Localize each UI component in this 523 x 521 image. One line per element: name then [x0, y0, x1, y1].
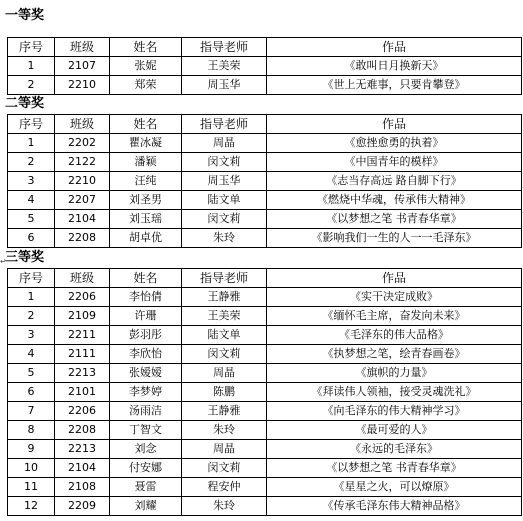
column-header-teacher: 指导老师: [182, 269, 267, 288]
cell-work: 《星星之火，可以燎原》: [267, 478, 522, 497]
cell-class: 2211: [55, 326, 110, 345]
table-header-row: [8, 38, 522, 57]
column-header-teacher: 指导老师: [182, 38, 267, 57]
table-row: [8, 57, 522, 76]
table-row: [8, 383, 522, 402]
cell-work: 《拜读伟人领袖，接受灵魂洗礼》: [267, 383, 522, 402]
cell-index: 5: [8, 210, 55, 229]
cell-name: 刘圣男: [110, 191, 182, 210]
cell-name: 潘颖: [110, 153, 182, 172]
cell-name: 聂雷: [110, 478, 182, 497]
cell-index: 1: [8, 57, 55, 76]
table-row: [8, 440, 522, 459]
cell-name: 汪纯: [110, 172, 182, 191]
cell-name: 付安娜: [110, 459, 182, 478]
cell-index: 1: [8, 288, 55, 307]
cell-work: 《燃烧中华魂，传承伟大精神》: [267, 191, 522, 210]
table-anchor-marker: ↵: [0, 257, 7, 266]
cell-name: 刘念: [110, 440, 182, 459]
cell-name: 丁智文: [110, 421, 182, 440]
cell-work: 《世上无难事，只要肯攀登》: [267, 76, 522, 95]
section-title-first-prize: 一等奖: [5, 8, 45, 23]
cell-work: 《敢叫日月换新天》: [267, 57, 522, 76]
column-header-index: 序号: [8, 115, 55, 134]
cell-index: 3: [8, 326, 55, 345]
column-header-name: 姓名: [110, 115, 182, 134]
cell-teacher: 王美荣: [182, 57, 267, 76]
column-header-work: 作品: [267, 269, 522, 288]
column-header-work: 作品: [267, 115, 522, 134]
column-header-teacher: 指导老师: [182, 115, 267, 134]
column-header-name: 姓名: [110, 269, 182, 288]
cell-teacher: 王静雅: [182, 288, 267, 307]
cell-name: 张妮: [110, 57, 182, 76]
cell-index: 4: [8, 345, 55, 364]
cell-class: 2206: [55, 288, 110, 307]
cell-index: 6: [8, 229, 55, 248]
table-row: [8, 134, 522, 153]
table-row: [8, 229, 522, 248]
cell-index: 8: [8, 421, 55, 440]
cell-class: 2213: [55, 364, 110, 383]
column-header-index: 序号: [8, 38, 55, 57]
table-row: [8, 459, 522, 478]
column-header-class: 班级: [55, 269, 110, 288]
cell-index: 5: [8, 364, 55, 383]
table-row: [8, 288, 522, 307]
column-header-index: 序号: [8, 269, 55, 288]
table-row: [8, 210, 522, 229]
cell-index: 1: [8, 134, 55, 153]
cell-work: 《志当存高远 路自脚下行》: [267, 172, 522, 191]
cell-teacher: 朱玲: [182, 497, 267, 516]
table-row: [8, 497, 522, 516]
cell-name: 许珊: [110, 307, 182, 326]
third-prize-table: [7, 268, 522, 516]
cell-class: 2208: [55, 421, 110, 440]
cell-class: 2209: [55, 497, 110, 516]
table-header-row: [8, 269, 522, 288]
cell-index: 2: [8, 153, 55, 172]
table-row: [8, 307, 522, 326]
cell-work: 《传承毛泽东伟大精神品格》: [267, 497, 522, 516]
cell-teacher: 周晶: [182, 134, 267, 153]
cell-work: 《缅怀毛主席，奋发向未来》: [267, 307, 522, 326]
cell-index: 6: [8, 383, 55, 402]
cell-teacher: 闵文莉: [182, 210, 267, 229]
cell-teacher: 陈鹏: [182, 383, 267, 402]
cell-index: 10: [8, 459, 55, 478]
cell-teacher: 陆文单: [182, 326, 267, 345]
column-header-work: 作品: [267, 38, 522, 57]
second-prize-table: [7, 114, 522, 248]
cell-work: 《永远的毛泽东》: [267, 440, 522, 459]
cell-work: 《愈挫愈勇的执着》: [267, 134, 522, 153]
cell-name: 张嫒嫒: [110, 364, 182, 383]
cell-class: 2107: [55, 57, 110, 76]
column-header-name: 姓名: [110, 38, 182, 57]
cell-teacher: 闵文莉: [182, 153, 267, 172]
cell-index: 4: [8, 191, 55, 210]
table-row: [8, 172, 522, 191]
cell-teacher: 陆文单: [182, 191, 267, 210]
cell-class: 2122: [55, 153, 110, 172]
cell-work: 《以梦想之笔 书青春华章》: [267, 459, 522, 478]
cell-teacher: 周晶: [182, 364, 267, 383]
cell-work: 《执梦想之笔，绘青春画卷》: [267, 345, 522, 364]
table-row: [8, 345, 522, 364]
cell-work: 《最可爱的人》: [267, 421, 522, 440]
cell-teacher: 王美荣: [182, 307, 267, 326]
section-title-second-prize: 二等奖: [5, 96, 45, 111]
cell-teacher: 朱玲: [182, 421, 267, 440]
cell-name: 汤雨洁: [110, 402, 182, 421]
cell-name: 瞿冰凝: [110, 134, 182, 153]
cell-index: 2: [8, 307, 55, 326]
cell-class: 2104: [55, 459, 110, 478]
cell-class: 2208: [55, 229, 110, 248]
cell-name: 彭羽彤: [110, 326, 182, 345]
cell-class: 2202: [55, 134, 110, 153]
cell-work: 《旗帜的力量》: [267, 364, 522, 383]
cell-name: 李怡倩: [110, 288, 182, 307]
table-row: [8, 153, 522, 172]
cell-work: 《实干决定成败》: [267, 288, 522, 307]
table-row: [8, 421, 522, 440]
cell-work: 《向毛泽东的伟大精神学习》: [267, 402, 522, 421]
cell-index: 9: [8, 440, 55, 459]
cell-class: 2207: [55, 191, 110, 210]
cell-index: 12: [8, 497, 55, 516]
column-header-class: 班级: [55, 115, 110, 134]
first-prize-table: [7, 37, 522, 95]
cell-name: 刘耀: [110, 497, 182, 516]
cell-teacher: 朱玲: [182, 229, 267, 248]
cell-work: 《中国青年的模样》: [267, 153, 522, 172]
cell-teacher: 程安仲: [182, 478, 267, 497]
cell-work: 《以梦想之笔 书青春华章》: [267, 210, 522, 229]
table-row: [8, 402, 522, 421]
table-row: [8, 478, 522, 497]
cell-teacher: 闵文莉: [182, 459, 267, 478]
cell-index: 7: [8, 402, 55, 421]
cell-work: 《毛泽东的伟大品格》: [267, 326, 522, 345]
table-row: [8, 76, 522, 95]
cell-work: 《影响我们一生的人一一毛泽东》: [267, 229, 522, 248]
cell-class: 2109: [55, 307, 110, 326]
cell-class: 2213: [55, 440, 110, 459]
cell-name: 李梦婷: [110, 383, 182, 402]
cell-class: 2210: [55, 76, 110, 95]
cell-teacher: 周玉华: [182, 76, 267, 95]
cell-name: 李欣怡: [110, 345, 182, 364]
cell-name: 胡卓优: [110, 229, 182, 248]
table-row: [8, 326, 522, 345]
cell-class: 2210: [55, 172, 110, 191]
cell-teacher: 王静雅: [182, 402, 267, 421]
cell-index: 3: [8, 172, 55, 191]
cell-teacher: 周玉华: [182, 172, 267, 191]
cell-index: 11: [8, 478, 55, 497]
cell-class: 2108: [55, 478, 110, 497]
cell-teacher: 闵文莉: [182, 345, 267, 364]
cell-class: 2101: [55, 383, 110, 402]
cell-class: 2104: [55, 210, 110, 229]
table-row: [8, 191, 522, 210]
column-header-class: 班级: [55, 38, 110, 57]
cell-class: 2206: [55, 402, 110, 421]
section-title-third-prize: 三等奖: [5, 250, 45, 265]
cell-class: 2111: [55, 345, 110, 364]
cell-name: 郑荣: [110, 76, 182, 95]
cell-index: 2: [8, 76, 55, 95]
cell-teacher: 周晶: [182, 440, 267, 459]
table-header-row: [8, 115, 522, 134]
cell-name: 刘玉瑶: [110, 210, 182, 229]
table-row: [8, 364, 522, 383]
